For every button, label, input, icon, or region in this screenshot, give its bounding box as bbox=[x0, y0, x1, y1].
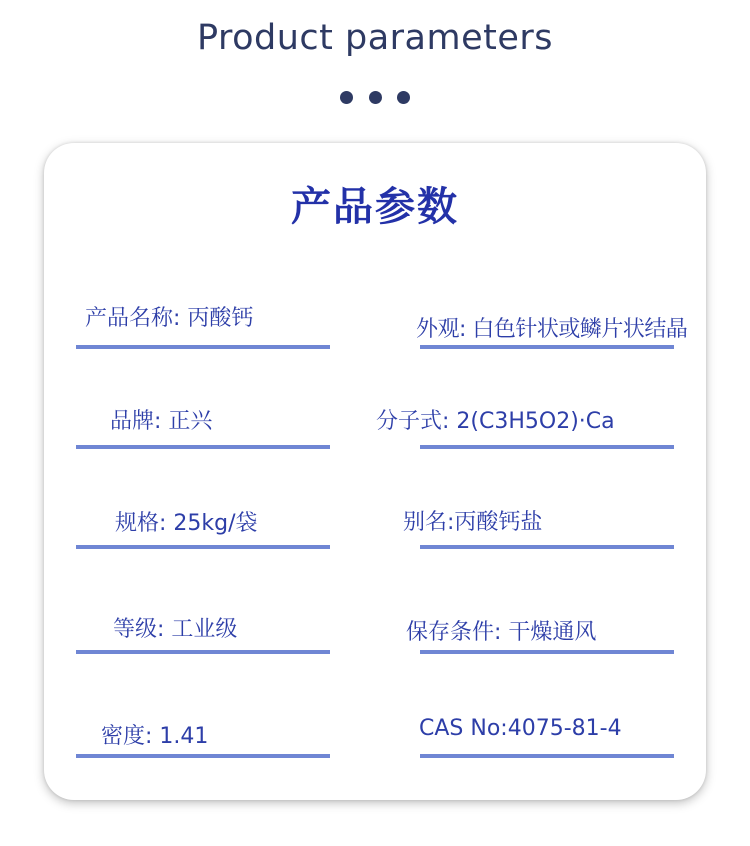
param-product-name bbox=[85, 301, 253, 332]
parameters-card bbox=[44, 143, 706, 800]
param-value: 白色针状或鳞片状结晶 bbox=[472, 317, 688, 342]
param-label: 产品名称: bbox=[85, 306, 181, 331]
field-underline bbox=[76, 754, 330, 758]
param-label: 规格: bbox=[115, 511, 167, 536]
param-value: 丙酸钙 bbox=[187, 306, 254, 331]
field-underline bbox=[420, 345, 674, 349]
field-underline bbox=[420, 650, 674, 654]
param-label: 等级: bbox=[113, 617, 165, 642]
param-value: 丙酸钙盐 bbox=[454, 510, 543, 535]
field-underline bbox=[420, 545, 674, 549]
param-value: 正兴 bbox=[168, 409, 213, 434]
field-underline bbox=[76, 345, 330, 349]
param-formula bbox=[376, 404, 615, 435]
param-brand bbox=[110, 404, 212, 435]
param-label: 密度: bbox=[101, 724, 153, 749]
param-value: 1.41 bbox=[159, 724, 209, 749]
dot-icon bbox=[397, 91, 410, 104]
section-heading: Product parameters bbox=[196, 18, 554, 58]
param-label: 分子式: bbox=[376, 409, 450, 434]
dot-icon bbox=[340, 91, 353, 104]
param-value: 4075-81-4 bbox=[507, 716, 622, 741]
param-label: 保存条件: bbox=[406, 620, 502, 645]
field-underline bbox=[76, 650, 330, 654]
param-appearance bbox=[416, 312, 687, 343]
decorative-dots bbox=[0, 89, 750, 103]
field-underline bbox=[420, 754, 674, 758]
param-storage bbox=[406, 615, 596, 646]
card-title: 产品参数 bbox=[291, 184, 459, 230]
param-label: 别名: bbox=[403, 510, 455, 535]
param-alias bbox=[403, 505, 542, 536]
param-cas-number bbox=[419, 716, 622, 741]
param-value: 25kg/袋 bbox=[173, 511, 258, 536]
param-label: CAS No: bbox=[419, 716, 508, 741]
param-density bbox=[101, 719, 208, 750]
param-value: 干燥通风 bbox=[508, 620, 597, 645]
dot-icon bbox=[369, 91, 382, 104]
param-value: 2(C3H5O2)·Ca bbox=[456, 409, 615, 434]
param-label: 外观: bbox=[416, 317, 466, 342]
param-value: 工业级 bbox=[171, 617, 238, 642]
field-underline bbox=[420, 445, 674, 449]
field-underline bbox=[76, 445, 330, 449]
field-underline bbox=[76, 545, 330, 549]
param-specification bbox=[115, 506, 258, 537]
param-label: 品牌: bbox=[110, 409, 162, 434]
param-grade bbox=[113, 612, 237, 643]
